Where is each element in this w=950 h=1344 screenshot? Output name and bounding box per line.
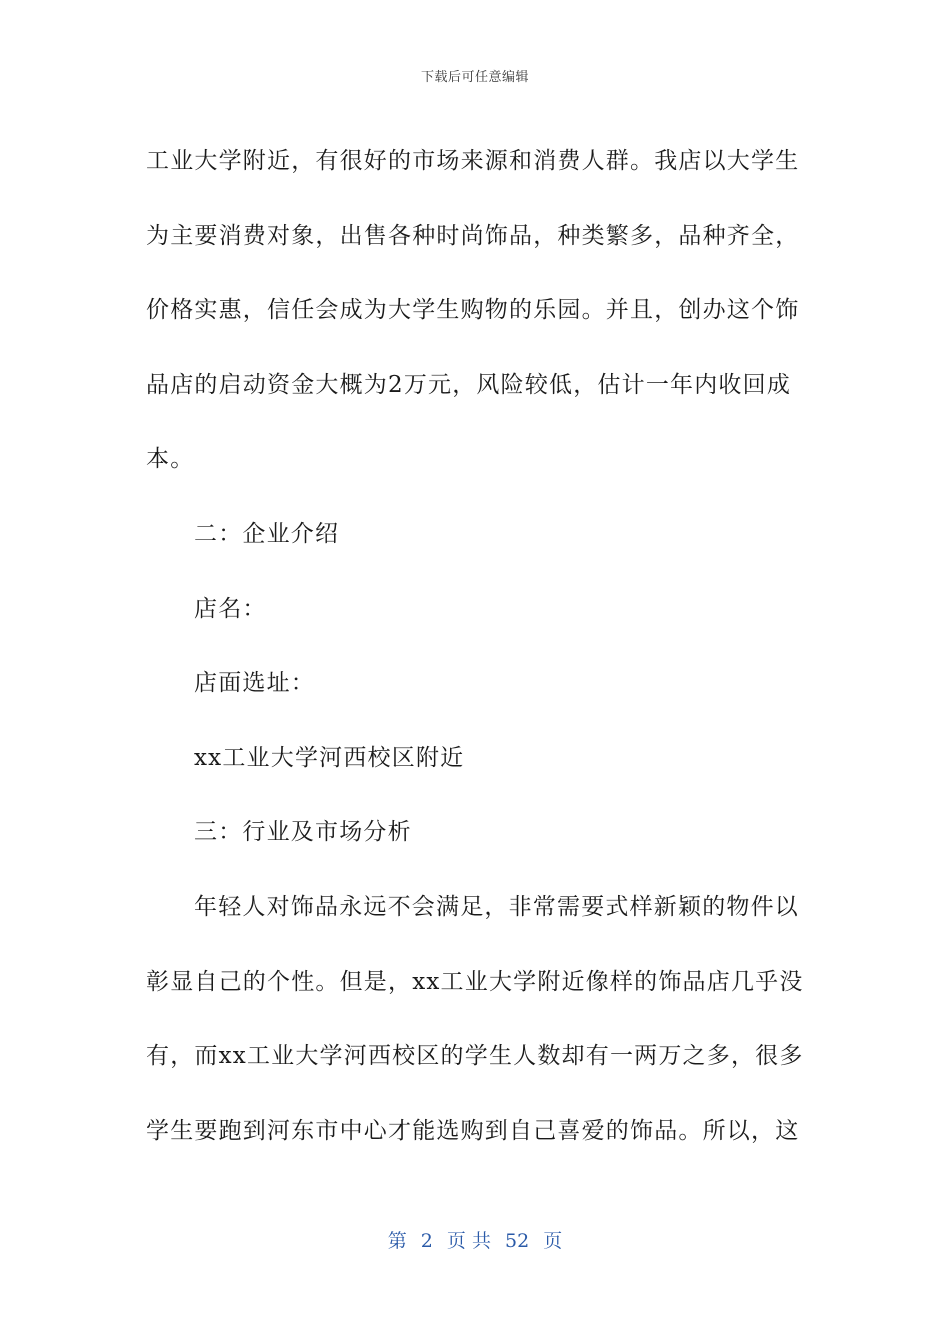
paragraph-line: 有，而xx工业大学河西校区的学生人数却有一两万之多，很多 [146,1043,804,1070]
footer-middle: 页 共 [446,1230,491,1252]
paragraph-line: 为主要消费对象，出售各种时尚饰品，种类繁多，品种齐全， [146,222,800,249]
section-heading-market-analysis: 三：行业及市场分析 [194,819,412,846]
page-header-note: 下载后可任意编辑 [420,70,529,85]
paragraph-line: 本。 [146,446,195,473]
footer-prefix: 第 [387,1230,407,1252]
section-heading-company-intro: 二：企业介绍 [194,520,340,547]
paragraph-line: 工业大学附近，有很好的市场来源和消费人群。我店以大学生 [146,148,800,174]
store-location-value: xx工业大学河西校区附近 [194,744,465,771]
paragraph-line: 彰显自己的个性。但是，xx工业大学附近像样的饰品店几乎没 [146,968,804,995]
paragraph-line: 年轻人对饰品永远不会满足，非常需要式样新颖的物件以 [194,893,799,920]
footer-total-pages: 52 [505,1230,530,1252]
store-location-label: 店面选址： [194,670,315,697]
paragraph-line: 品店的启动资金大概为2万元，风险较低，估计一年内收回成 [146,371,792,398]
footer-current-page: 2 [420,1230,433,1252]
paragraph-line: 价格实惠，信任会成为大学生购物的乐园。并且，创办这个饰 [146,297,800,324]
paragraph-line: 学生要跑到河东市中心才能选购到自己喜爱的饰品。所以，这 [146,1117,800,1144]
page-footer [0,1226,950,1253]
footer-suffix: 页 [543,1230,563,1252]
store-name-label: 店名： [194,595,267,622]
document-body [146,124,806,1168]
